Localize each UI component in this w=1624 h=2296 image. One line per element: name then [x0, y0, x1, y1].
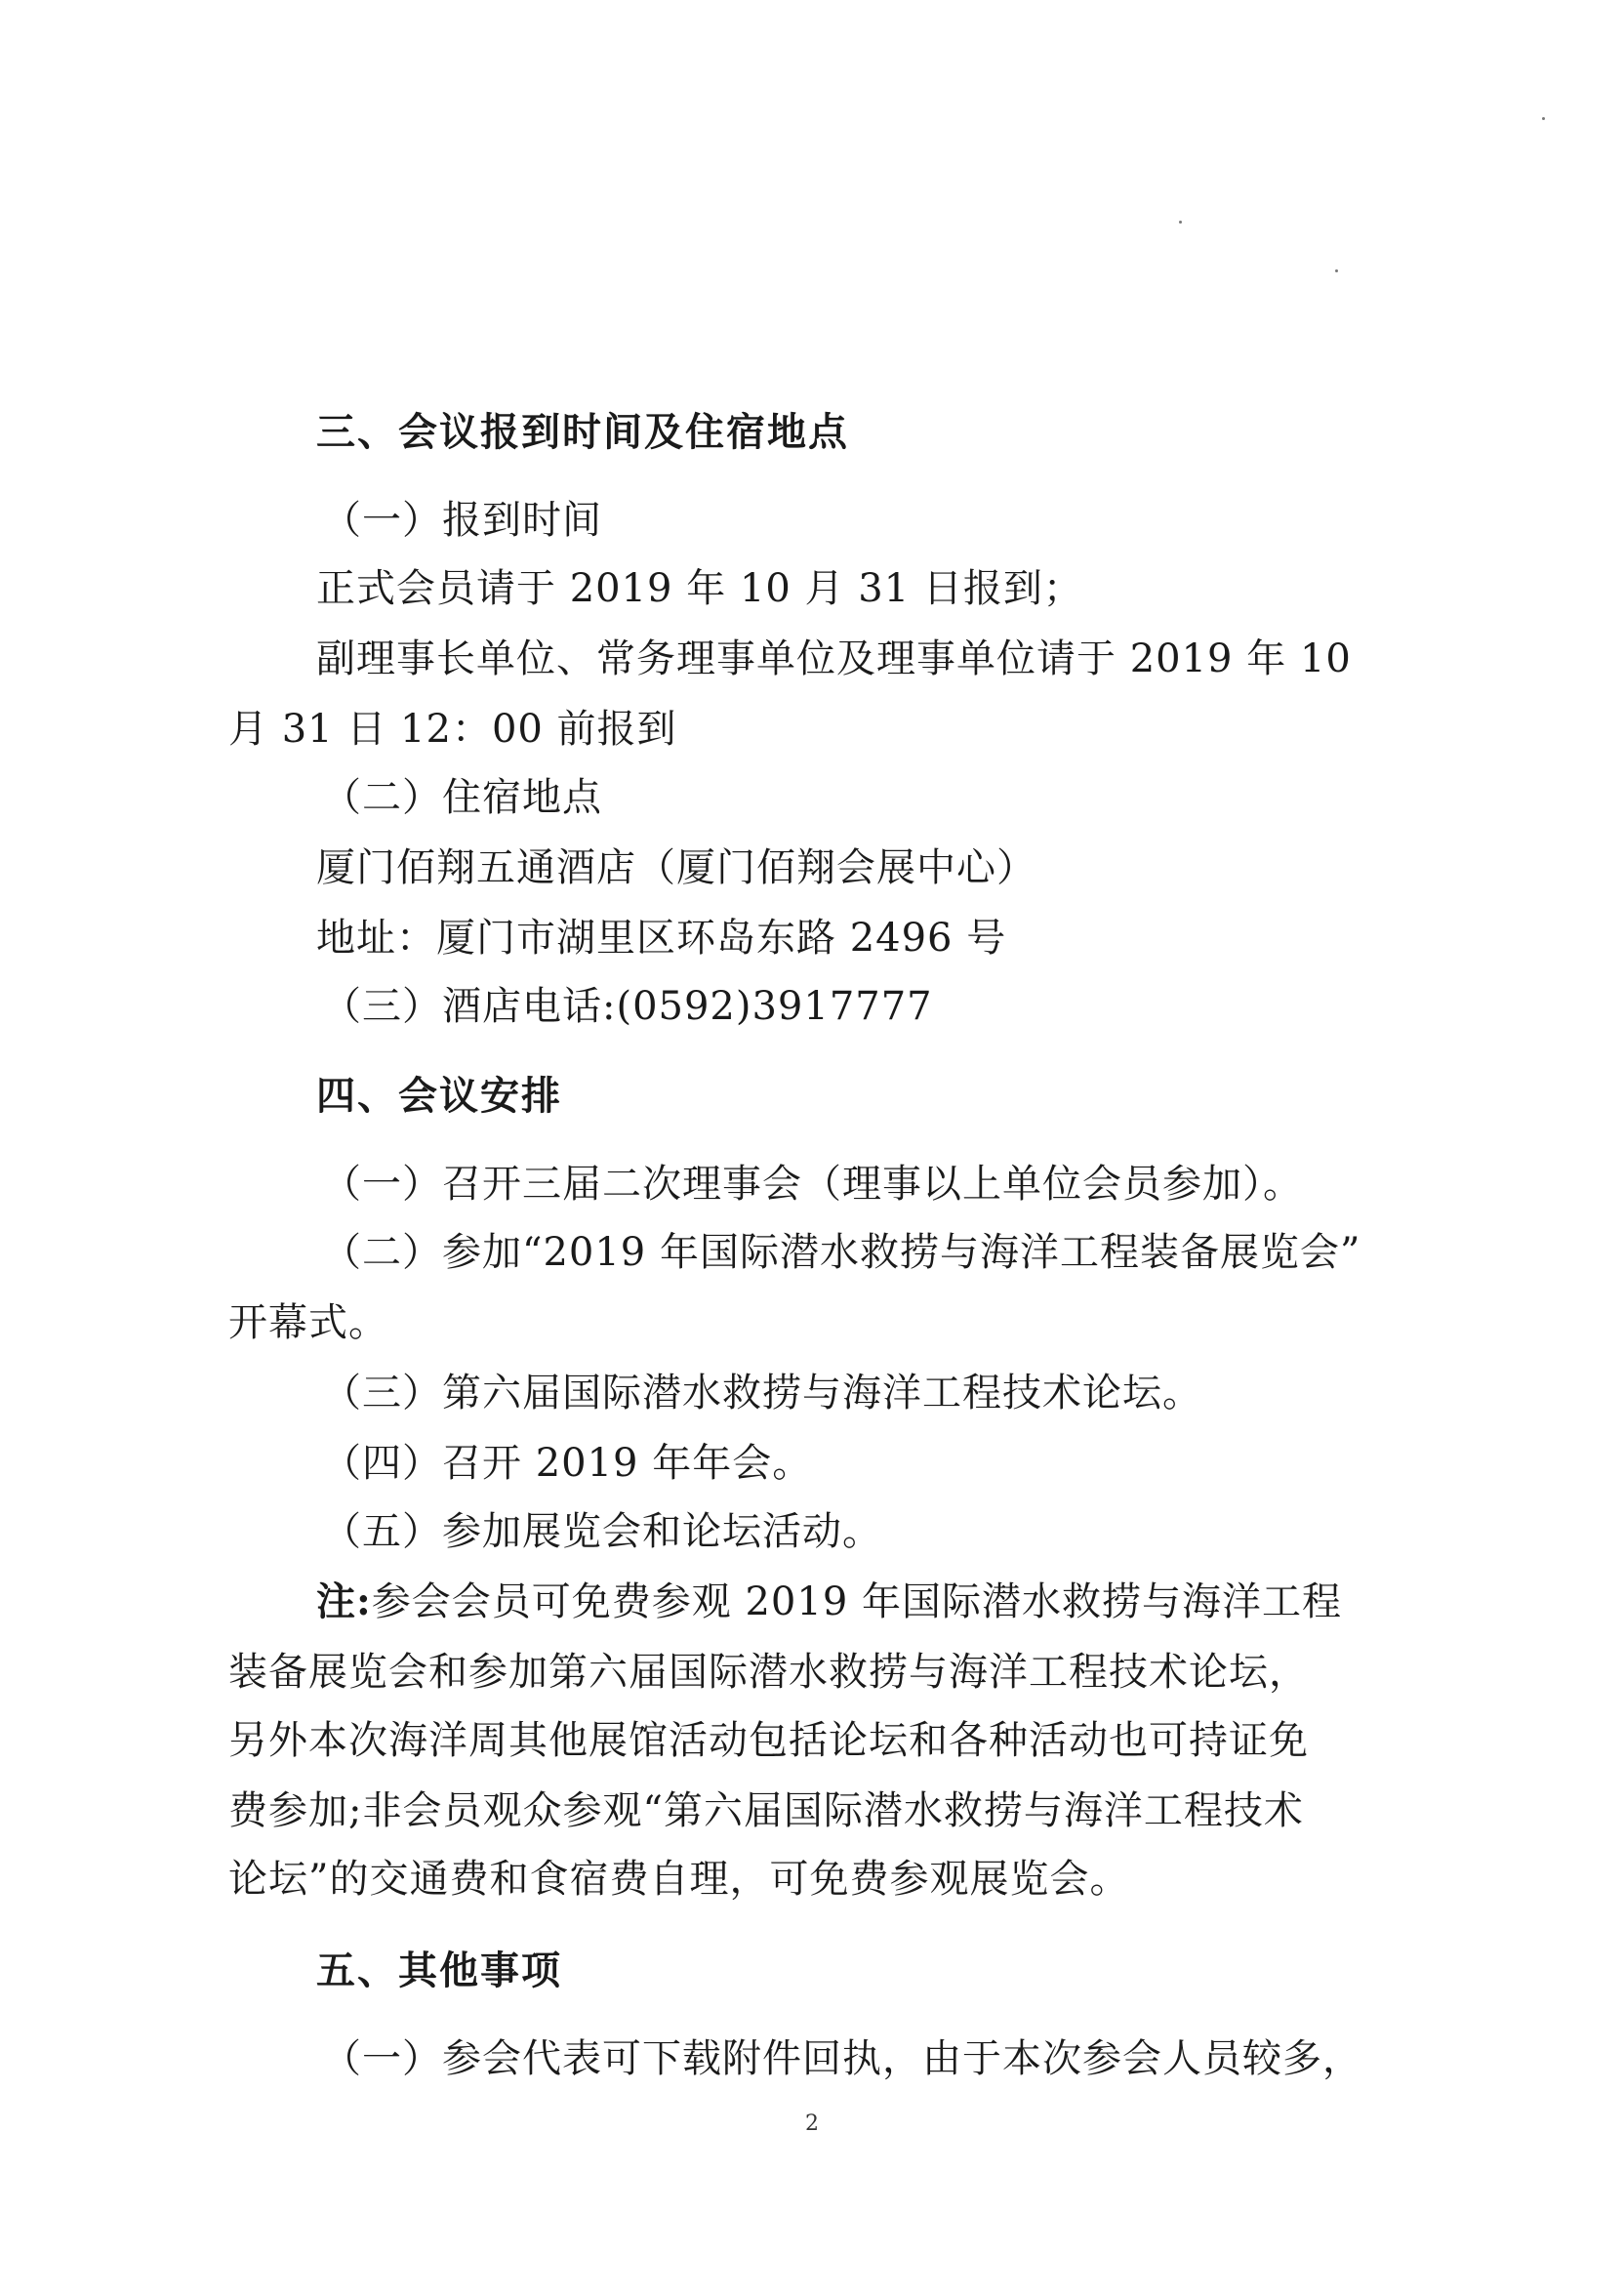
text-line: 装备展览会和参加第六届国际潜水救捞与海洋工程技术论坛，: [228, 1650, 1309, 1695]
text-line: 费参加;非会员观众参观“第六届国际潜水救捞与海洋工程技术: [228, 1788, 1304, 1833]
list-item: （一）召开三届二次理事会（理事以上单位会员参加）。: [322, 1162, 1303, 1207]
text-line: 副理事长单位、常务理事单位及理事单位请于 2019 年 10: [316, 636, 1352, 681]
text-line: 开幕式。: [228, 1300, 388, 1345]
page-number: 2: [805, 2112, 819, 2136]
list-item: （二）参加“2019 年国际潜水救捞与海洋工程装备展览会”: [322, 1230, 1361, 1275]
section-heading-5: 五、其他事项: [316, 1948, 562, 1993]
subheading-registration-time: （一）报到时间: [322, 498, 602, 543]
scan-speck: [1179, 221, 1182, 224]
text-line: 厦门佰翔五通酒店（厦门佰翔会展中心）: [316, 845, 1036, 890]
text-line: 月 31 日 12：00 前报到: [228, 707, 677, 752]
note-line: [0, 1578, 1624, 1626]
text-line: 另外本次海洋周其他展馆活动包括论坛和各种活动也可持证免: [228, 1718, 1309, 1763]
text-line: 正式会员请于 2019 年 10 月 31 日报到；: [316, 566, 1083, 611]
subheading-hotel-phone: （三）酒店电话:(0592)3917777: [322, 984, 933, 1029]
subheading-accommodation: （二）住宿地点: [322, 775, 602, 820]
scan-speck: [1542, 117, 1545, 120]
section-heading-4: 四、会议安排: [316, 1073, 562, 1119]
text-line: 地址：厦门市湖里区环岛东路 2496 号: [316, 916, 1007, 961]
list-item: （一）参会代表可下载附件回执，由于本次参会人员较多，: [322, 2036, 1362, 2081]
list-item: （五）参加展览会和论坛活动。: [322, 1509, 882, 1554]
list-item: （三）第六届国际潜水救捞与海洋工程技术论坛。: [322, 1371, 1202, 1415]
scan-speck: [1335, 269, 1338, 272]
text-line: 论坛”的交通费和食宿费自理，可免费参观展览会。: [228, 1857, 1130, 1902]
list-item: （四）召开 2019 年年会。: [322, 1441, 813, 1486]
note-text: 参会会员可免费参观 2019 年国际潜水救捞与海洋工程: [371, 1579, 1342, 1624]
note-label: 注:: [316, 1578, 372, 1624]
section-heading-3: 三、会议报到时间及住宿地点: [316, 409, 849, 455]
